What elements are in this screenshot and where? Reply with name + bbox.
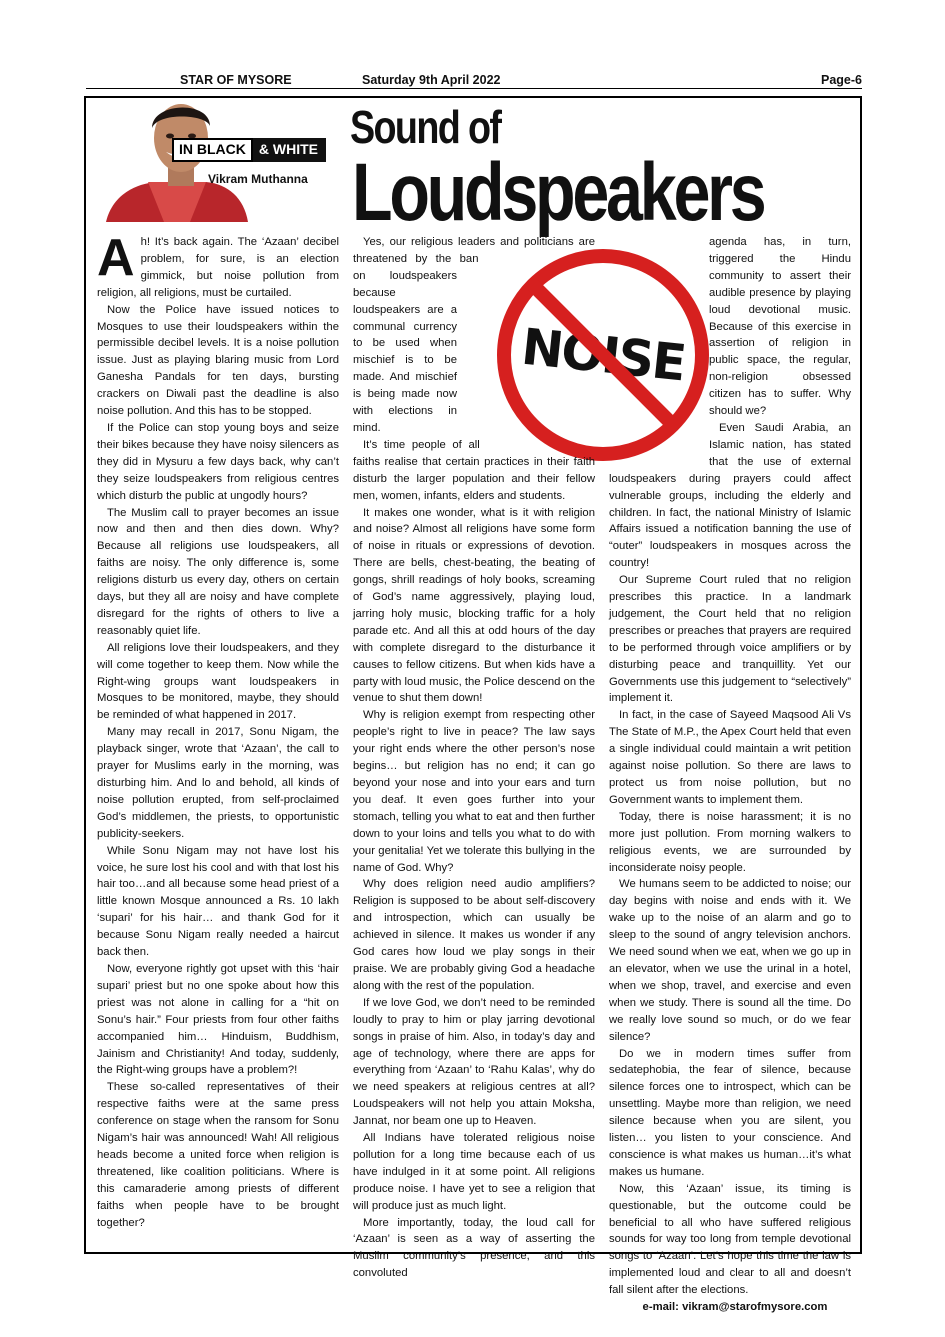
col2-paragraph-3: It makes one wonder, what is it with religion and noise? Almost all religions have some form of noise in rituals or expressions of devotion. There are bells, chest-beating, the beating of gongs, shrill readings of holy books, screaming of God’s name aggressively, playing loud, jarring holy music, blocking traffic for a holy parade etc. And all this at odd hours of the day with complete disregard to the disturbance it causes to fellow citizens. But when kids have a party with loud music, the Police descend on the venue to shut them down! [353,506,595,705]
col1-paragraph-8: Now, everyone rightly got upset with this ‘hair supari’ priest but no one spoke about how this priest was not alone in calling for a “hit on Sonu’s hair.” Four priests from four other faiths accompanied him… Hinduism, Buddhism, Jainism and Christianity! And today, suddenly, the Right-wing groups have a problem?! [97,962,339,1077]
col3-paragraph-4: In fact, in the case of Sayeed Maqsood Ali Vs The State of M.P., the Apex Court held that even a single individual could maintain a writ petition against noise pollution. So there are laws to protect us from noise pollution, but no Government wants to implement them. [609,709,851,806]
col1-paragraph-1: Ah! It’s back again. The ‘Azaan’ decibel problem, for sure, is an election gimmick, but noise pollution from religion, all religions, must be curtailed. [97,229,339,299]
header-rule [86,88,862,89]
author-email: e-mail: vikram@starofmysore.com [642,1301,828,1314]
col1-paragraph-2: Now the Police have issued notices to Mosques to use their loudspeakers within the permissible decibel levels. It is a noise pollution issue. Just as playing blaring music from Lord Ganesha Pandals for ten days, bursting crackers on Diwali past the deadline is also noise pollution. And this has to be stopped. [97,303,339,418]
column-badge [172,138,326,162]
col1-paragraph-7: While Sonu Nigam may not have lost his voice, he sure lost his cool and with that lost his hair too…and all because some head priest of a little known Mosque announced a Rs. 10 lakh ‘supari’ for his hair… and thank God for it because Sonu Nigam really needed a haircut back then. [97,844,339,959]
col2-paragraph-6: If we love God, we don’t need to be reminded loudly to pray to him or play jarring devotional songs in praise of him. Also, in today’s day and age of technology, where there are apps for everything from ‘Azaan’ to ‘Rahu Kalas’, why do we need speakers at religious centres at all? Loudspeakers will not help you attain Moksha, Jannat, nor beam one up to Heaven. [353,996,595,1128]
col3-paragraph-3: Our Supreme Court ruled that no religion prescribes this practice. In a landmark judgement, the Court held that no religion prescribes or preaches that prayers are required to be performed through voice amplifiers or by disturbing peace and tranquillity. Yet our Governments use this judgement to “selectively” implement it. [609,574,851,705]
col1-paragraph-6: Many may recall in 2017, Sonu Nigam, the playback singer, wrote that ‘Azaan’, the call to prayer for Muslims early in the morning, was disturbing him. And lo and behold, all kinds of noise pollution erupted, from self-proclaimed God’s middlemen, the priests, to opportunistic publicity-seekers. [97,726,339,840]
headline-line-1: Sound of [350,101,501,153]
column-2 [353,234,595,1282]
col1-paragraph-5: All religions love their loudspeakers, and they will come together to keep them. Now while the Right-wing groups want loudspeakers in Mosques to be monitored, maybe, they should be reminded of what happened in 2017. [97,641,339,722]
col1-paragraph-9: These so-called representatives of their respective faiths were at the same press conference on stage when the ransom for Sonu Nigam’s hair was announced! Wah! All religious heads become a united force when religion is threatened, like coalition politicians. Where is this camaraderie among priests of different faiths when people have to be brought together? [97,1081,339,1229]
col3-paragraph-7: Do we in modern times suffer from sedatephobia, the fear of silence, because silence forces one to introspect, which can be unsettling. Maybe more than religion, we need silence because when you are silent, you listen… you listen to your conscience. And conscience is what makes us human…it’s what makes us humane. [609,1047,851,1178]
col2-paragraph-1: Yes, our religious leaders and politicians are threatened by the ban on loudspeakers because loudspeakers are a communal currency to be used when mischief is to be made. And mischief is being made now with elections in mind. [353,236,595,434]
headline-line-2: Loudspeakers [352,147,764,238]
issue-date: Saturday 9th April 2022 [362,73,501,87]
column-1 [97,229,339,1231]
col3-paragraph-8: Now, this ‘Azaan’ issue, its timing is questionable, but the outcome could be beneficial to all who have suffered religious sounds for way too long from temple devotional songs to ‘Azaan’. Let’s hope this time the law is implemented loud and clear to all and doesn’t fall silent after the elections. [609,1182,851,1297]
col3-paragraph-1: agenda has, in turn, triggered the Hindu community to assert their audible presence by playing loud devotional music. Because of this exercise in assertion of religion in public space, the regular, non-religion obsessed citizen has to suffer. Why should we? [709,236,851,418]
graphic-wrap-space [457,234,595,470]
col2-paragraph-2: It’s time people of all faiths realise that certain practices in their faith disturb the larger population and their fellow men, women, infants, elders and students. [353,438,595,502]
badge-left: IN BLACK [172,138,253,162]
page-number: Page-6 [821,73,862,87]
col1-paragraph-4: The Muslim call to prayer becomes an issue now and then and then dies down. Why? Because all religions use loudspeakers, all faiths are noisy. The only difference is, some religions disturb us every day, others on certain days, but they all are noisy and have complete disregard for the rights of others to live a reasonably quiet life. [97,506,339,637]
drop-cap: A [97,229,135,287]
col3-paragraph-6: We humans seem to be addicted to noise; our day begins with noise and ends with it. We wake up to the noise of an alarm and go to sleep to the sound of angry television anchors. We need sound when we eat, when we go up in an elevator, when we use the urinal in a hotel, when we shop, travel, and exercise and even when we study. There is sound all the time. Do we really love sound so much, or do we fear silence? [609,878,851,1043]
col2-paragraph-7: All Indians have tolerated religious noise pollution for a long time because each of us have indulged in it at some point. All religions produce noise. I have yet to see a religion that will produce just as much light. [353,1132,595,1212]
column-3 [609,234,851,1316]
col1-paragraph-3: If the Police can stop young boys and seize their bikes because they have noisy silencers as they did in Mysuru a few days back, why can’t they seize loudspeakers from religious centres which disturb the public at ungodly hours? [97,421,339,502]
publication-name: STAR OF MYSORE [180,73,292,87]
col2-paragraph-4: Why is religion exempt from respecting other people’s right to live in peace? The law says your right ends where the other person’s nose begins… but religion has no end; it can go beyond your nose and into your ears and turn you deaf. It even goes further into your stomach, telling you what to eat and then further down to your loins and tells you what to do with your genitalia! Yet we tolerate this bullying in the name of God. Why? [353,709,595,874]
graphic-wrap-space-right [609,234,709,470]
col3-paragraph-2: Even Saudi Arabia, an Islamic nation, has stated that the use of external loudspeakers during prayers could affect vulnerable groups, including the elderly and children. In fact, the national Ministry of Islamic Affairs issued a notification banning the use of “outer” loudspeakers in mosques across the country! [609,421,851,570]
badge-right: & WHITE [253,138,326,162]
col3-paragraph-5: Today, there is noise harassment; it is no more just pollution. From morning walkers to religious events, we are surrounded by inconsiderate noisy people. [609,810,851,874]
col2-paragraph-8: More importantly, today, the loud call for ‘Azaan’ is seen as a way of asserting the Muslim community’s presence, and this convoluted [353,1216,595,1280]
page-header [86,70,862,90]
col2-paragraph-5: Why does religion need audio amplifiers? Religion is supposed to be about self-discovery and introspection, which can usually be achieved in silence. It makes us wonder if any God cares how loud we play songs in their praise. We are probably giving God a headache along with the rest of the population. [353,878,595,992]
author-byline: Vikram Muthanna [208,172,308,186]
